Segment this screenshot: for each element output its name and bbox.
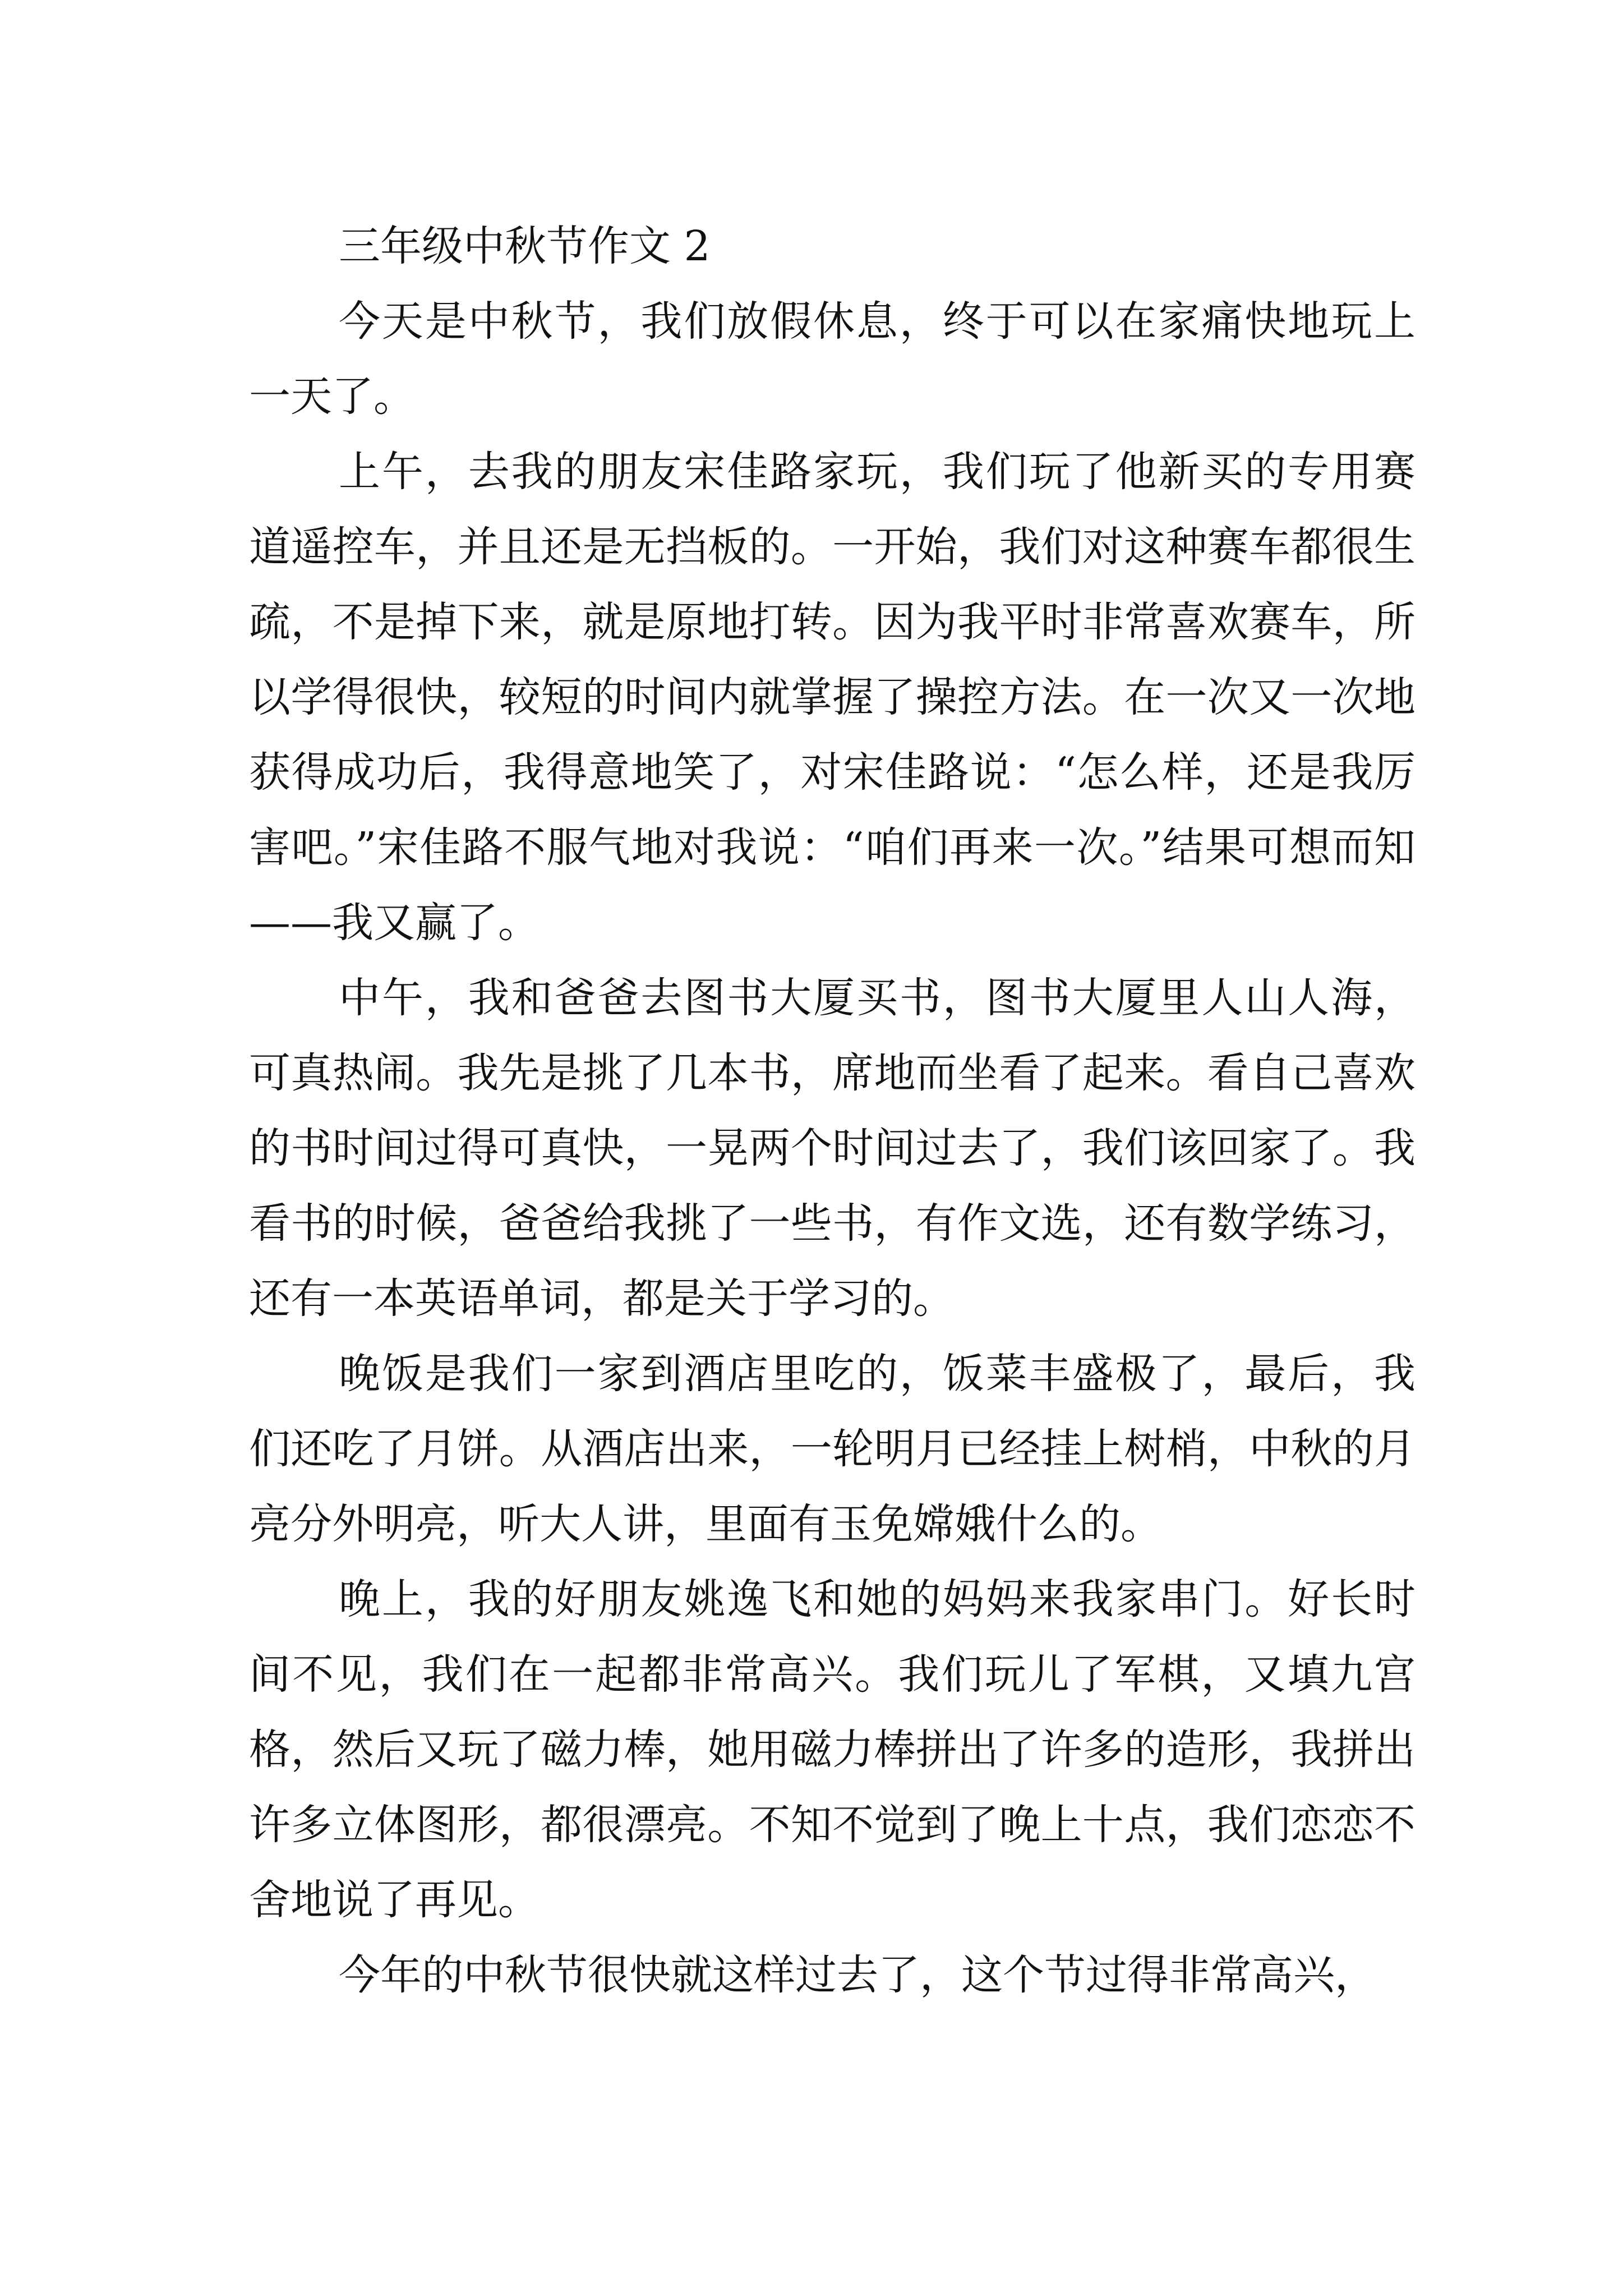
paragraph-5: 晚上，我的好朋友姚逸飞和她的妈妈来我家串门。好长时间不见，我们在一起都非常高兴。我们玩儿了军棋，又填九宫格，然后又玩了磁力棒，她用磁力棒拼出了许多的造形，我拼出许多立体图形，都很漂亮。不知不觉到了晚上十点，我们恋恋不舍地说了再见。: [249, 1575, 1415, 1924]
paragraph-1: 今天是中秋节，我们放假休息，终于可以在家痛快地玩上一天了。: [249, 297, 1415, 421]
paragraph-4: 晚饭是我们一家到酒店里吃的，饭菜丰盛极了，最后，我们还吃了月饼。从酒店出来，一轮明月已经挂上树梢，中秋的月亮分外明亮，听大人讲，里面有玉免嫦娥什么的。: [249, 1350, 1415, 1548]
paragraph-6: 今年的中秋节很快就这样过去了，这个节过得非常高兴，: [339, 1951, 1376, 1999]
essay-body: [249, 209, 1415, 2013]
paragraph-3: 中午，我和爸爸去图书大厦买书，图书大厦里人山人海，可真热闹。我先是挑了几本书，席地而坐看了起来。看自己喜欢的书时间过得可真快，一晃两个时间过去了，我们该回家了。我看书的时候，爸爸给我挑了一些书，有作文选，还有数学练习，还有一本英语单词，都是关于学习的。: [249, 974, 1415, 1323]
essay-title: 三年级中秋节作文 2: [339, 222, 711, 270]
paragraph-2: 上午，去我的朋友宋佳路家玩，我们玩了他新买的专用赛道遥控车，并且还是无挡板的。一开始，我们对这种赛车都很生疏，不是掉下来，就是原地打转。因为我平时非常喜欢赛车，所以学得很快，较短的时间内就掌握了操控方法。在一次又一次地获得成功后，我得意地笑了，对宋佳路说：“怎么样，还是我厉害吧。”宋佳路不服气地对我说：“咱们再来一次。”结果可想而知——我又赢了。: [249, 448, 1415, 947]
